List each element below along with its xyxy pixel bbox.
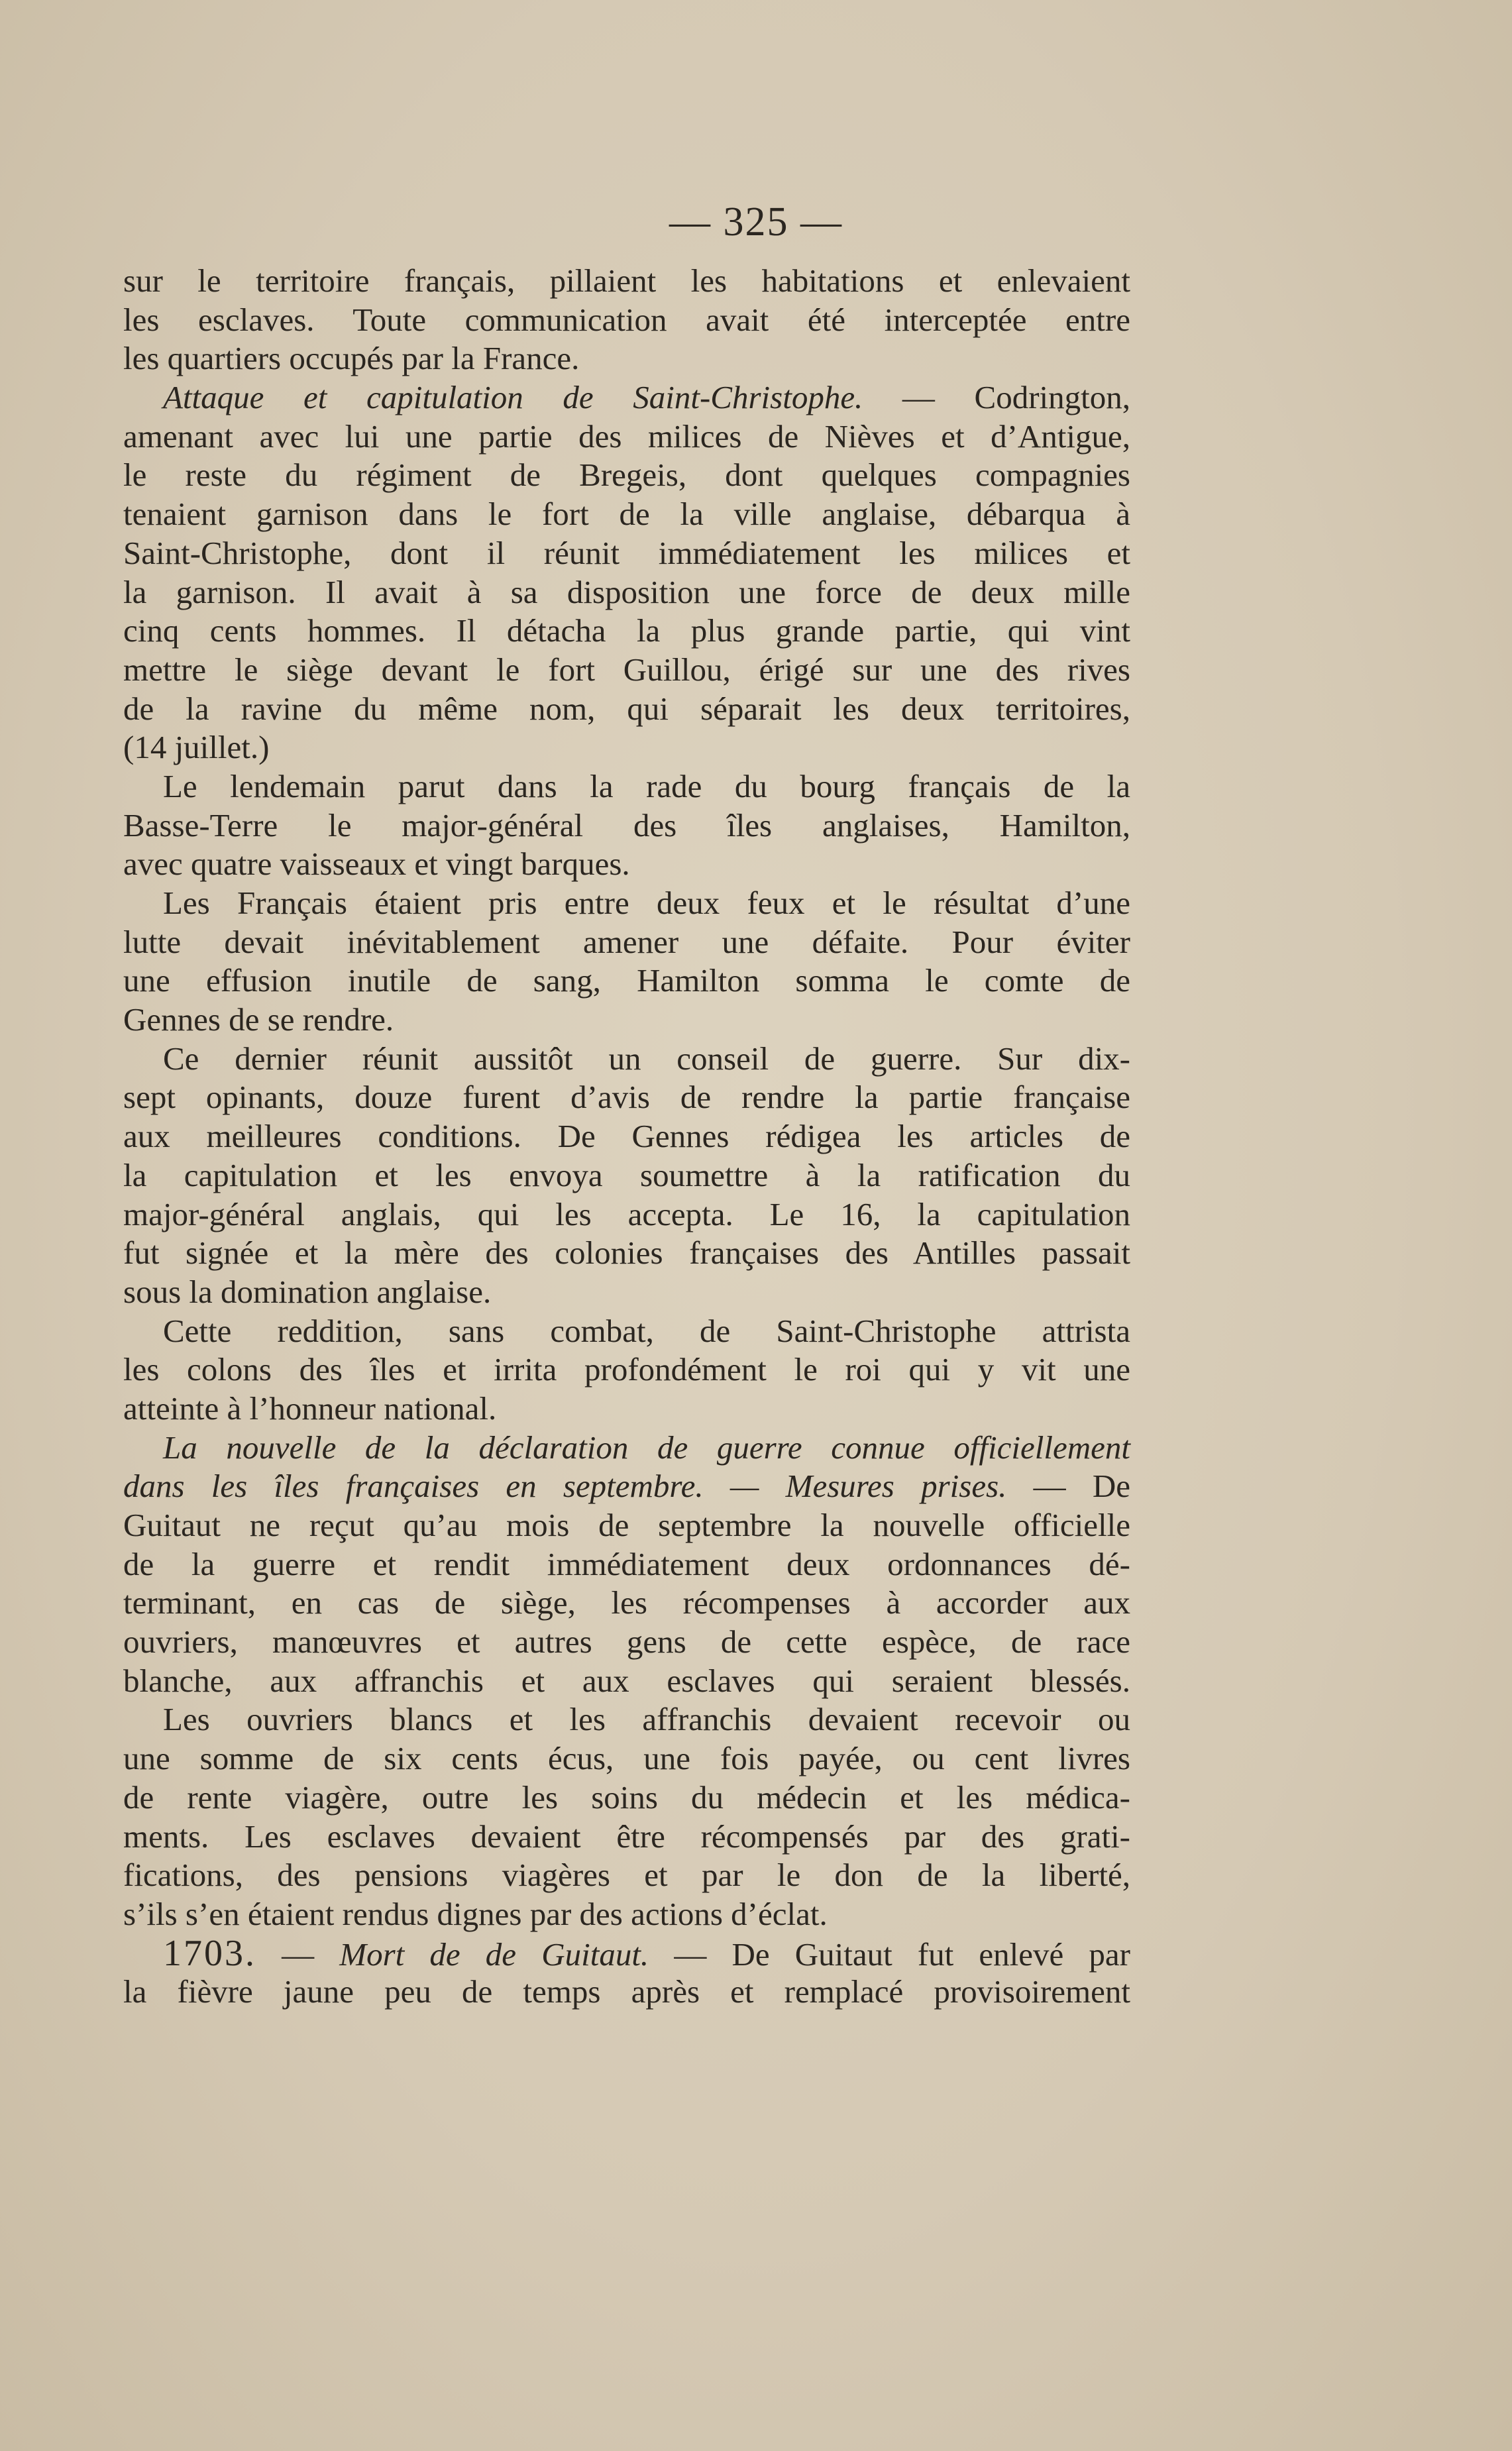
line-text: ouvriers, manœuvres et autres gens de cette espèce, de race	[123, 1623, 1130, 1661]
line-text: Guitaut ne reçut qu’au mois de septembre la nouvelle officielle	[123, 1507, 1130, 1543]
text-line	[123, 1584, 1130, 1623]
text-line	[123, 1700, 1130, 1739]
line-text: — De	[1006, 1468, 1130, 1505]
text-line	[123, 1389, 1130, 1429]
text-line	[123, 728, 1130, 767]
line-text: lutte devait inévitablement amener une défaite. Pour éviter	[123, 923, 1130, 960]
text-line	[123, 378, 1130, 417]
text-line	[123, 845, 1130, 884]
line-text: Cette reddition, sans combat, de Saint-Christophe attrista	[163, 1312, 1130, 1349]
text-line	[123, 1001, 1130, 1040]
line-text: amenant avec lui une partie des milices de Nièves et d’Antigue,	[123, 417, 1130, 455]
italic-heading-text: Mort de de Guitaut.	[339, 1935, 649, 1973]
text-line	[123, 1778, 1130, 1818]
line-text: les colons des îles et irrita profondément le roi qui y vit une	[123, 1351, 1130, 1388]
italic-heading-text: dans les îles françaises en septembre. — Mesures prises.	[123, 1468, 1007, 1505]
text-line	[123, 1467, 1130, 1506]
text-line	[123, 767, 1130, 806]
line-text: la capitulation et les envoya soumettre à la ratification du	[123, 1156, 1130, 1193]
line-text: sept opinants, douze furent d’avis de rendre la partie française	[123, 1079, 1130, 1116]
line-text: ments. Les esclaves devaient être récompensés par des grati-	[123, 1818, 1130, 1855]
line-text: une somme de six cents écus, une fois payée, ou cent livres	[123, 1740, 1130, 1777]
line-text: avec quatre vaisseaux et vingt barques.	[123, 845, 630, 883]
italic-heading-text: La nouvelle de la déclaration de guerre connue officiellement	[163, 1429, 1130, 1466]
text-line	[123, 612, 1130, 651]
line-text: Gennes de se rendre.	[123, 1001, 394, 1038]
line-text: la fièvre jaune peu de temps après et remplacé provisoirement	[123, 1973, 1130, 2010]
text-line	[123, 1195, 1130, 1234]
line-text: (14 juillet.)	[123, 729, 270, 766]
text-line	[123, 923, 1130, 962]
text-line	[123, 884, 1130, 923]
text-line	[123, 1506, 1130, 1545]
text-line	[123, 534, 1130, 573]
text-line	[123, 1040, 1130, 1079]
text-line	[123, 1739, 1130, 1778]
line-text: Les Français étaient pris entre deux feux et le résultat d’une	[163, 885, 1130, 921]
page-number: — 325 —	[669, 199, 843, 245]
line-text: sous la domination anglaise.	[123, 1273, 492, 1310]
text-line	[123, 1350, 1130, 1389]
line-text: sur le territoire français, pillaient les habitations et enlevaient	[123, 262, 1130, 299]
text-line	[123, 1973, 1130, 2012]
text-line	[123, 1856, 1130, 1895]
line-text: la garnison. Il avait à sa disposition une force de deux mille	[123, 573, 1130, 610]
text-line	[123, 573, 1130, 612]
line-text: Le lendemain parut dans la rade du bourg français de la	[163, 767, 1130, 804]
text-line	[123, 1545, 1130, 1584]
line-text: — De Guitaut fut enlevé par	[649, 1935, 1130, 1973]
text-line	[123, 1818, 1130, 1857]
line-text: blanche, aux affranchis et aux esclaves qui seraient blessés.	[123, 1662, 1130, 1699]
text-line	[123, 301, 1130, 340]
line-text: cinq cents hommes. Il détacha la plus grande partie, qui vint	[123, 612, 1130, 649]
text-line	[123, 1662, 1130, 1701]
text-line	[123, 961, 1130, 1001]
line-text: atteinte à l’honneur national.	[123, 1389, 497, 1427]
line-text: tenaient garnison dans le fort de la ville anglaise, débarqua à	[123, 496, 1130, 533]
line-text: les quartiers occupés par la France.	[123, 340, 580, 377]
line-text: Basse-Terre le major-général des îles anglaises, Hamilton,	[123, 806, 1130, 844]
text-line	[123, 1429, 1130, 1468]
text-line	[123, 690, 1130, 729]
text-line	[123, 1312, 1130, 1351]
text-line	[123, 651, 1130, 690]
text-line	[123, 1934, 1130, 1973]
line-text: — Codrington,	[863, 379, 1130, 416]
text-line	[123, 456, 1130, 495]
line-text: les esclaves. Toute communication avait été interceptée entre	[123, 301, 1130, 338]
text-line	[123, 1895, 1130, 1934]
year-text: 1703.	[163, 1932, 256, 1974]
line-text: Saint-Christophe, dont il réunit immédiatement les milices et	[123, 534, 1130, 571]
text-line	[123, 1234, 1130, 1273]
text-line	[123, 1117, 1130, 1156]
italic-heading-text: Attaque et capitulation de Saint-Christophe.	[163, 379, 863, 416]
body-text	[123, 262, 1130, 2012]
text-line	[123, 1273, 1130, 1312]
line-text: le reste du régiment de Bregeis, dont quelques compagnies	[123, 457, 1130, 494]
text-line	[123, 1078, 1130, 1117]
line-text: fut signée et la mère des colonies françaises des Antilles passait	[123, 1234, 1130, 1272]
line-text: major-général anglais, qui les accepta. Le 16, la capitulation	[123, 1195, 1130, 1232]
line-text: Ce dernier réunit aussitôt un conseil de guerre. Sur dix-	[163, 1040, 1130, 1077]
text-line	[123, 339, 1130, 378]
text-line	[123, 1623, 1130, 1662]
text-line	[123, 1156, 1130, 1195]
text-line	[123, 495, 1130, 534]
line-text: terminant, en cas de siège, les récompenses à accorder aux	[123, 1584, 1130, 1621]
line-text: Les ouvriers blancs et les affranchis devaient recevoir ou	[163, 1701, 1130, 1738]
line-text: de la ravine du même nom, qui séparait les deux territoires,	[123, 690, 1130, 727]
line-text: mettre le siège devant le fort Guillou, érigé sur une des rives	[123, 651, 1130, 688]
text-line	[123, 806, 1130, 845]
line-text: —	[256, 1935, 340, 1973]
text-line	[123, 262, 1130, 301]
line-text: aux meilleures conditions. De Gennes rédigea les articles de	[123, 1118, 1130, 1155]
line-text: de rente viagère, outre les soins du médecin et les médica-	[123, 1778, 1130, 1816]
line-text: fications, des pensions viagères et par le don de la liberté,	[123, 1857, 1130, 1894]
text-line	[123, 417, 1130, 457]
line-text: de la guerre et rendit immédiatement deux ordonnances dé-	[123, 1545, 1130, 1582]
line-text: une effusion inutile de sang, Hamilton somma le comte de	[123, 962, 1130, 999]
line-text: s’ils s’en étaient rendus dignes par des actions d’éclat.	[123, 1895, 828, 1932]
